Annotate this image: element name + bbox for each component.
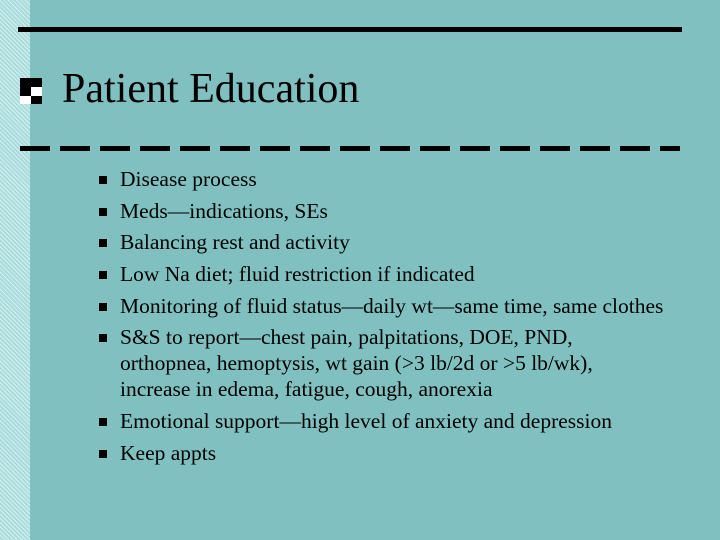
list-item bbox=[96, 440, 666, 466]
bullet-icon bbox=[99, 334, 107, 342]
bullet-text: Meds—indications, SEs bbox=[120, 198, 328, 223]
bullet-text: Monitoring of fluid status—daily wt—same time, same clothes bbox=[120, 293, 664, 318]
bullet-list bbox=[96, 166, 666, 472]
bullet-icon bbox=[99, 271, 107, 279]
bullet-icon bbox=[99, 418, 107, 426]
list-item bbox=[96, 166, 666, 192]
list-item bbox=[96, 261, 666, 287]
bullet-text: Emotional support—high level of anxiety and depression bbox=[120, 409, 613, 434]
top-rule bbox=[18, 27, 682, 32]
slide-title: Patient Education bbox=[62, 66, 360, 112]
bullet-icon bbox=[99, 450, 107, 458]
bullet-icon bbox=[99, 303, 107, 311]
bullet-text: S&S to report—chest pain, palpitations, DOE, PND, orthopnea, hemoptysis, wt gain (>3 lb/2d or >5 lb/wk), increase in edema, fatigue, cough, anorexia bbox=[120, 325, 593, 402]
bullet-text: Keep appts bbox=[120, 440, 217, 465]
bullet-icon bbox=[99, 239, 107, 247]
list-item bbox=[96, 324, 666, 402]
bullet-text: Low Na diet; fluid restriction if indicated bbox=[120, 262, 475, 287]
title-square-marker-icon bbox=[20, 78, 42, 104]
list-item bbox=[96, 198, 666, 224]
list-item bbox=[96, 229, 666, 255]
list-item bbox=[96, 408, 666, 434]
bullet-text: Balancing rest and activity bbox=[120, 230, 350, 255]
bullet-text: Disease process bbox=[120, 167, 257, 191]
list-item bbox=[96, 293, 666, 319]
bullet-icon bbox=[99, 176, 107, 184]
dashed-divider bbox=[20, 146, 680, 151]
bullet-icon bbox=[99, 208, 107, 216]
